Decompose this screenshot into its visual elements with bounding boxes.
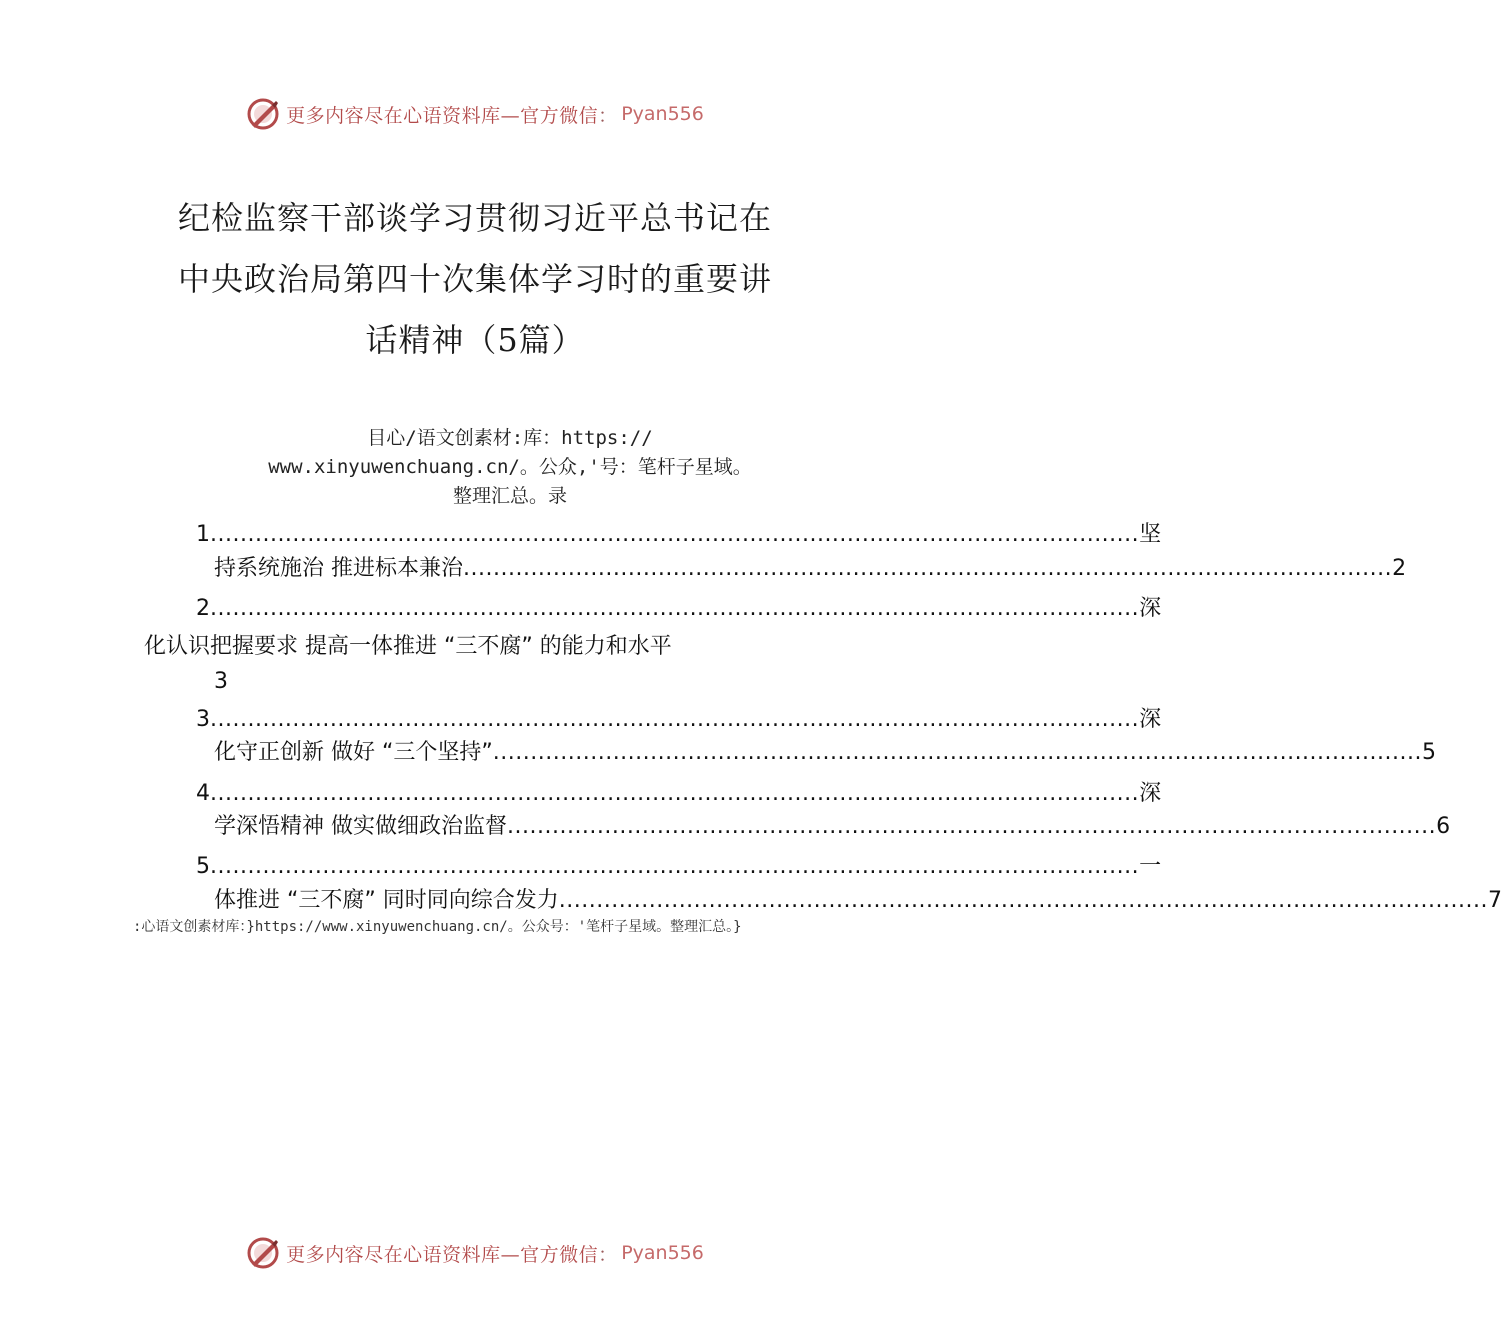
title-line-3: 话精神（5篇） [365, 321, 585, 359]
toc-entry-4[interactable] [196, 779, 1162, 809]
title-line-2: 中央政治局第四十次集体学习时的重要讲 [177, 260, 772, 298]
banner-colon: ： [598, 104, 618, 127]
banner-text: 更多内容尽在心语资料库—官方微信 [286, 1243, 599, 1266]
toc-lead-char: 坚 [1139, 522, 1162, 547]
toc-number: 4 [196, 781, 210, 806]
toc-title: 化认识把握要求 提高一体推进 “三不腐” 的能力和水平 [144, 634, 672, 659]
toc-number: 3 [196, 707, 210, 732]
toc-leader-dots: ............................................................................................................................ [558, 888, 1488, 913]
source-block [160, 424, 860, 511]
toc-page-number: 2 [1392, 556, 1407, 581]
pen-logo-icon [246, 1236, 280, 1270]
toc-entry-3-continued[interactable] [214, 738, 1436, 768]
toc-leader-dots: ............................................................................................................................ [507, 814, 1437, 839]
toc-entry-1[interactable] [196, 520, 1162, 550]
toc-lead-char: 深 [1139, 707, 1162, 732]
source-line-2: www.xinyuwenchuang.cn/。公众,'号：笔杆子星域。 [268, 456, 752, 478]
toc-number: 5 [196, 854, 210, 879]
banner-text: 更多内容尽在心语资料库—官方微信 [286, 104, 599, 127]
toc-leader-dots: ............................................................................................................................ [210, 522, 1140, 547]
toc-entry-2[interactable] [196, 594, 1162, 624]
toc-title: 体推进 “三不腐” 同时同向综合发力 [214, 888, 559, 913]
footer-banner [0, 1233, 950, 1273]
source-footnote: :心语文创素材库：}https://www.xinyuwenchuang.cn/。公众号：'笔杆子星域。整理汇总。} [133, 919, 742, 935]
toc-page-number: 3 [214, 669, 228, 694]
toc-leader-dots: ............................................................................................................................ [210, 707, 1140, 732]
toc-number: 2 [196, 596, 210, 621]
title-line-1: 纪检监察干部谈学习贯彻习近平总书记在 [177, 199, 772, 237]
toc-entry-2-continued[interactable] [144, 632, 672, 662]
toc-page-number: 6 [1436, 814, 1451, 839]
source-line-3: 整理汇总。录 [452, 485, 567, 507]
toc-leader-dots: ............................................................................................................................ [210, 781, 1140, 806]
toc-page-number: 7 [1487, 888, 1502, 913]
toc-entry-3[interactable] [196, 705, 1162, 735]
toc-entry-2-page [214, 667, 228, 697]
toc-entry-4-continued[interactable] [214, 812, 1451, 842]
toc-leader-dots: ............................................................................................................................ [210, 854, 1140, 879]
toc-lead-char: 深 [1139, 596, 1162, 621]
toc-title: 化守正创新 做好 “三个坚持” [214, 740, 493, 765]
pen-logo-icon [246, 97, 280, 131]
toc-title: 学深悟精神 做实做细政治监督 [214, 814, 507, 839]
toc-leader-dots: ............................................................................................................................ [210, 596, 1140, 621]
toc-entry-1-continued[interactable] [214, 554, 1407, 584]
banner-wechat-id: Pyan556 [621, 103, 704, 125]
toc-title: 持系统施治 推进标本兼治 [214, 556, 463, 581]
toc-page-number: 5 [1421, 740, 1436, 765]
source-line-1: 目心/语文创素材:库：https:// [367, 427, 653, 449]
document-title [140, 188, 810, 371]
banner-wechat-id: Pyan556 [621, 1242, 704, 1264]
header-banner [0, 94, 950, 134]
toc-lead-char: 一 [1139, 854, 1162, 879]
toc-leader-dots: ............................................................................................................................ [492, 740, 1422, 765]
toc-lead-char: 深 [1139, 781, 1162, 806]
toc-entry-5[interactable] [196, 852, 1162, 882]
banner-colon: ： [598, 1243, 618, 1266]
toc-number: 1 [196, 522, 210, 547]
toc-entry-5-continued[interactable] [214, 886, 1502, 916]
toc-leader-dots: ............................................................................................................................ [463, 556, 1393, 581]
